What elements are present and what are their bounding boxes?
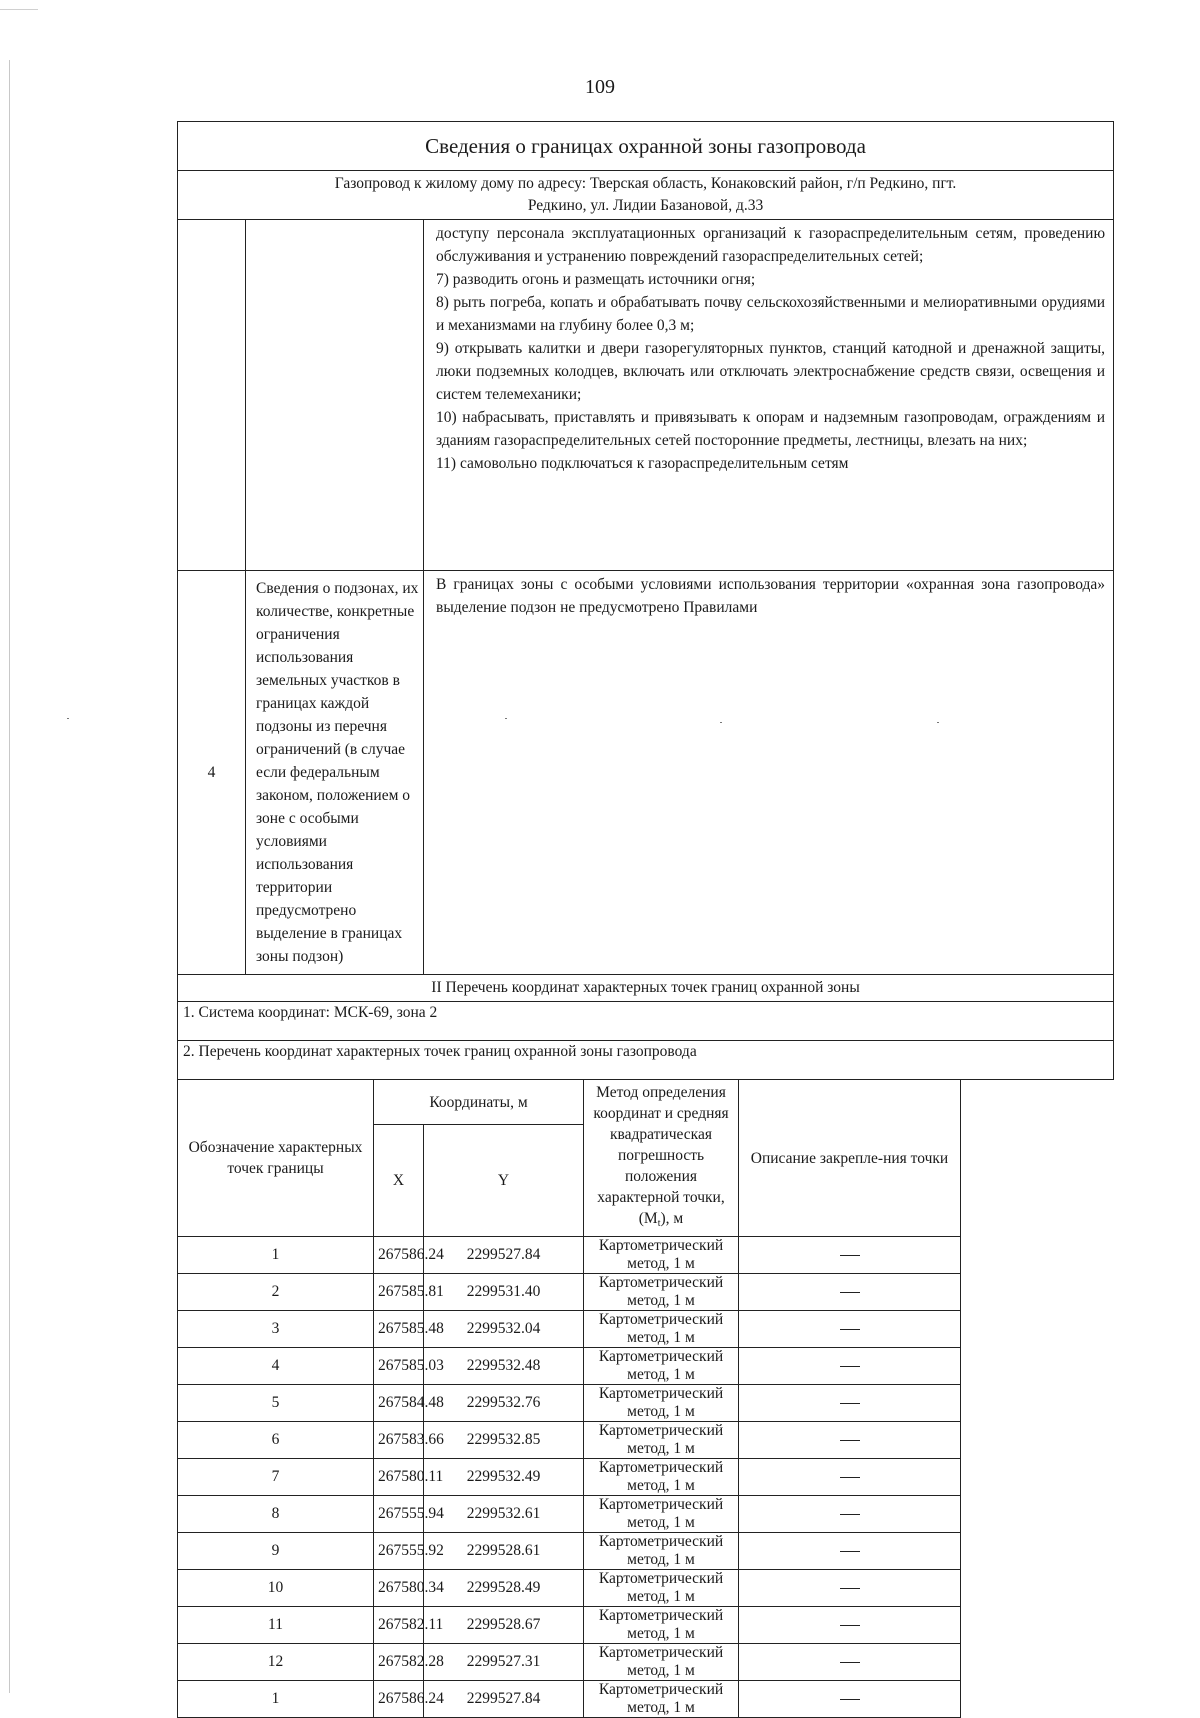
fixing-description-cell (739, 1681, 961, 1718)
point-id-cell: 7 (178, 1459, 374, 1496)
x-coordinate-cell: 267582.28 (374, 1644, 424, 1681)
scan-edge-line (9, 60, 10, 1693)
fixing-description-cell (739, 1274, 961, 1311)
y-coordinate-cell: 2299527.31 (424, 1644, 584, 1681)
coordinate-row (178, 1681, 1114, 1718)
coordinate-row (178, 1607, 1114, 1644)
subzone-label: Сведения о подзонах, их количестве, конкретные ограничения использования земельных участков в границах каждой подзоны из перечня ограничений (в случае если федеральным законом, положением о зоне с особыми условиями использования территории предусмотрено выделение в границах зоны подзон) (246, 571, 424, 975)
y-coordinate-cell: 2299532.04 (424, 1311, 584, 1348)
method-cell: Картометрический метод, 1 м (584, 1422, 739, 1459)
x-coordinate-cell: 267580.34 (374, 1570, 424, 1607)
point-id-cell: 6 (178, 1422, 374, 1459)
method-cell: Картометрический метод, 1 м (584, 1570, 739, 1607)
point-id-cell: 12 (178, 1644, 374, 1681)
y-coordinate-cell: 2299532.49 (424, 1459, 584, 1496)
scan-speck (67, 718, 69, 719)
coordinate-row (178, 1311, 1114, 1348)
y-coordinate-cell: 2299532.76 (424, 1385, 584, 1422)
coordinate-row (178, 1496, 1114, 1533)
subzone-value: В границах зоны с особыми условиями использования территории «охранная зона газопровода» выделение подзон не предусмотрено Правилами (424, 571, 1114, 975)
object-address (178, 171, 1114, 220)
y-coordinate-cell: 2299527.84 (424, 1237, 584, 1274)
y-coordinate-cell: 2299527.84 (424, 1681, 584, 1718)
y-coordinate-cell: 2299532.48 (424, 1348, 584, 1385)
x-coordinate-cell: 267555.92 (374, 1533, 424, 1570)
x-coordinate-cell: 267585.81 (374, 1274, 424, 1311)
method-cell: Картометрический метод, 1 м (584, 1311, 739, 1348)
point-id-cell: 10 (178, 1570, 374, 1607)
point-id-cell: 1 (178, 1237, 374, 1274)
restriction-item: доступу персонала эксплуатационных организаций к газораспределительным сетям, проведению обслуживания и устранению повреждений газораспределительных сетей; (436, 225, 1106, 265)
x-coordinate-cell: 267582.11 (374, 1607, 424, 1644)
coordinate-row (178, 1274, 1114, 1311)
coordinate-row (178, 1533, 1114, 1570)
continued-number-cell (178, 220, 246, 571)
point-id-cell: 2 (178, 1274, 374, 1311)
x-coordinate-cell: 267586.24 (374, 1681, 424, 1718)
em-dash-mark (840, 1255, 860, 1257)
method-header-subscript: t (657, 1218, 661, 1229)
em-dash-mark (840, 1440, 860, 1442)
restriction-item: 7) разводить огонь и размещать источники огня; (436, 271, 756, 288)
fixing-description-cell (739, 1311, 961, 1348)
em-dash-mark (840, 1403, 860, 1405)
fixing-description-cell (739, 1570, 961, 1607)
point-id-cell: 9 (178, 1533, 374, 1570)
method-cell: Картометрический метод, 1 м (584, 1496, 739, 1533)
restriction-item: 10) набрасывать, приставлять и привязывать к опорам и надземным газопроводам, ограждениям и зданиям газораспределительных сетей посторонние предметы, лестницы, влезать на них; (436, 409, 1106, 449)
page-number: 109 (585, 76, 615, 98)
coordinates-header: Координаты, м (374, 1080, 584, 1125)
x-coordinate-cell: 267585.48 (374, 1311, 424, 1348)
method-cell: Картометрический метод, 1 м (584, 1385, 739, 1422)
coordinate-row (178, 1348, 1114, 1385)
coordinates-list-title: 2. Перечень координат характерных точек границ охранной зоны газопровода (178, 1041, 1114, 1080)
point-id-cell: 4 (178, 1348, 374, 1385)
y-header: Y (424, 1125, 584, 1237)
y-coordinate-cell: 2299532.61 (424, 1496, 584, 1533)
fixing-description-header: Описание закрепле-ния точки (739, 1080, 961, 1237)
protection-zone-table (177, 121, 1114, 1718)
section-2-heading: II Перечень координат характерных точек границ охранной зоны (178, 975, 1114, 1002)
restrictions-continued (424, 220, 1114, 571)
point-id-cell: 3 (178, 1311, 374, 1348)
restriction-item: 9) открывать калитки и двери газорегуляторных пунктов, станций катодной и дренажной защиты, люки подземных колодцев, включать или отключать электроснабжение средств связи, освещения и систем телемеханики; (436, 340, 1106, 403)
fixing-description-cell (739, 1459, 961, 1496)
em-dash-mark (840, 1514, 860, 1516)
em-dash-mark (840, 1292, 860, 1294)
fixing-description-cell (739, 1533, 961, 1570)
object-address-line2: Редкино, ул. Лидии Базановой, д.33 (527, 197, 764, 214)
method-cell: Картометрический метод, 1 м (584, 1237, 739, 1274)
coordinate-row (178, 1422, 1114, 1459)
method-header-text: Метод определения координат и средняя квадратическая погрешность положения характерной точки, (M (593, 1084, 729, 1227)
em-dash-mark (840, 1662, 860, 1664)
coordinate-system: 1. Система координат: МСК-69, зона 2 (178, 1002, 1114, 1041)
fixing-description-cell (739, 1348, 961, 1385)
x-coordinate-cell: 267584.48 (374, 1385, 424, 1422)
x-coordinate-cell: 267580.11 (374, 1459, 424, 1496)
x-coordinate-cell: 267586.24 (374, 1237, 424, 1274)
point-id-cell: 8 (178, 1496, 374, 1533)
method-cell: Картометрический метод, 1 м (584, 1644, 739, 1681)
point-id-cell: 11 (178, 1607, 374, 1644)
method-header-unit: ), м (660, 1210, 684, 1227)
scan-speck (937, 722, 939, 723)
x-header: X (374, 1125, 424, 1237)
em-dash-mark (840, 1625, 860, 1627)
method-cell: Картометрический метод, 1 м (584, 1459, 739, 1496)
coordinates-rows (178, 1237, 1114, 1718)
scan-speck (505, 718, 507, 719)
point-id-cell: 1 (178, 1681, 374, 1718)
fixing-description-cell (739, 1237, 961, 1274)
em-dash-mark (840, 1366, 860, 1368)
coordinate-row (178, 1385, 1114, 1422)
y-coordinate-cell: 2299531.40 (424, 1274, 584, 1311)
method-cell: Картометрический метод, 1 м (584, 1348, 739, 1385)
y-coordinate-cell: 2299528.67 (424, 1607, 584, 1644)
method-cell: Картометрический метод, 1 м (584, 1607, 739, 1644)
fixing-description-cell (739, 1496, 961, 1533)
restriction-item: 8) рыть погреба, копать и обрабатывать почву сельскохозяйственными и мелиоративными орудиями и механизмами на глубину более 0,3 м; (436, 294, 1106, 334)
continued-label-cell (246, 220, 424, 571)
em-dash-mark (840, 1551, 860, 1553)
method-cell: Картометрический метод, 1 м (584, 1533, 739, 1570)
y-coordinate-cell: 2299532.85 (424, 1422, 584, 1459)
y-coordinate-cell: 2299528.49 (424, 1570, 584, 1607)
em-dash-mark (840, 1699, 860, 1701)
object-address-line1: Газопровод к жилому дому по адресу: Тверская область, Конаковский район, г/п Редкино, пгт. (334, 175, 957, 192)
document-title: Сведения о границах охранной зоны газопровода (178, 122, 1114, 171)
x-coordinate-cell: 267585.03 (374, 1348, 424, 1385)
method-cell: Картометрический метод, 1 м (584, 1274, 739, 1311)
row-number: 4 (178, 571, 246, 975)
fixing-description-cell (739, 1607, 961, 1644)
scan-speck (720, 722, 722, 723)
method-cell: Картометрический метод, 1 м (584, 1681, 739, 1718)
restriction-item: 11) самовольно подключаться к газораспределительным сетям (436, 455, 849, 472)
x-coordinate-cell: 267555.94 (374, 1496, 424, 1533)
point-designation-header: Обозначение характерных точек границы (178, 1080, 374, 1237)
coordinate-row (178, 1570, 1114, 1607)
coordinate-row (178, 1237, 1114, 1274)
coordinate-row (178, 1644, 1114, 1681)
em-dash-mark (840, 1477, 860, 1479)
fixing-description-cell (739, 1385, 961, 1422)
scan-edge-mark (0, 9, 38, 10)
em-dash-mark (840, 1329, 860, 1331)
method-header (584, 1080, 739, 1237)
x-coordinate-cell: 267583.66 (374, 1422, 424, 1459)
fixing-description-cell (739, 1422, 961, 1459)
point-id-cell: 5 (178, 1385, 374, 1422)
y-coordinate-cell: 2299528.61 (424, 1533, 584, 1570)
coordinate-row (178, 1459, 1114, 1496)
fixing-description-cell (739, 1644, 961, 1681)
em-dash-mark (840, 1588, 860, 1590)
